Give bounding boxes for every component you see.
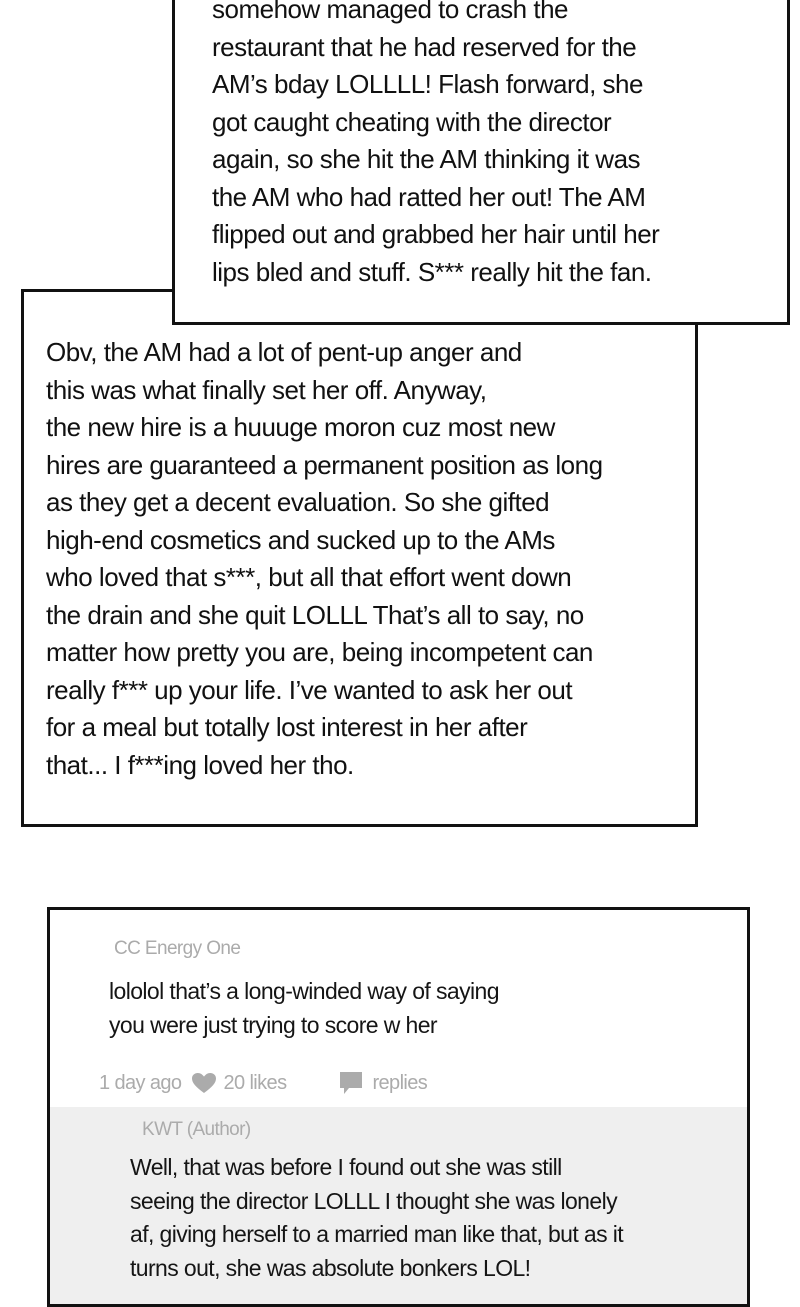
text-line: that... I f***ing loved her tho.	[46, 749, 354, 780]
speech-bubble-icon	[338, 1070, 364, 1096]
text-line: this was what finally set her off. Anyway,	[46, 374, 487, 405]
narration-panel-1	[172, 0, 790, 325]
author-reply	[50, 1107, 747, 1307]
text-line: who loved that s***, but all that effort went down	[46, 562, 572, 592]
comment-author[interactable]: CC Energy One	[114, 938, 241, 959]
replies-label: replies	[372, 1071, 428, 1094]
like-count: 20 likes	[223, 1071, 287, 1094]
text-line: you were just trying to score w her	[109, 1011, 437, 1038]
text-line: the new hire is a huuuge moron cuz most new	[46, 412, 555, 442]
text-line: as they get a decent evaluation. So she gifted	[46, 487, 550, 517]
text-line: again, so she hit the AM thinking it was	[212, 144, 641, 174]
text-line: flipped out and grabbed her hair until her	[212, 219, 660, 249]
text-line: somehow managed to crash the	[212, 0, 568, 24]
panel-2-text	[46, 334, 603, 784]
like-button[interactable]	[181, 1072, 286, 1095]
replies-button[interactable]	[286, 1070, 427, 1096]
text-line: AM’s bday LOLLLL! Flash forward, she	[212, 69, 643, 99]
comment-body	[109, 975, 499, 1042]
text-line: really f*** up your life. I’ve wanted to ask her out	[46, 674, 573, 705]
reply-author[interactable]: KWT (Author)	[142, 1119, 251, 1140]
text-line: Obv, the AM had a lot of pent-up anger and	[46, 337, 522, 367]
text-line: restaurant that he had reserved for the	[212, 31, 637, 62]
text-line: high-end cosmetics and sucked up to the AMs	[46, 524, 555, 555]
text-line: af, giving herself to a married man like that, but as it	[130, 1221, 624, 1247]
comment-meta	[99, 1070, 427, 1096]
comment-thread	[47, 907, 750, 1307]
reply-body	[130, 1151, 623, 1285]
panel-1-text	[212, 0, 659, 291]
text-line: lololol that’s a long-winded way of saying	[109, 978, 499, 1004]
text-line: turns out, she was absolute bonkers LOL!	[130, 1254, 531, 1281]
text-line: Well, that was before I found out she was still	[130, 1154, 562, 1180]
text-line: hires are guaranteed a permanent position as long	[46, 449, 603, 480]
text-line: for a meal but totally lost interest in her after	[46, 712, 528, 742]
comment-timestamp: 1 day ago	[99, 1071, 182, 1094]
text-line: seeing the director LOLLL I thought she was lonely	[130, 1187, 617, 1214]
text-line: lips bled and stuff. S*** really hit the fan.	[212, 256, 652, 287]
text-line: got caught cheating with the director	[212, 106, 612, 137]
text-line: matter how pretty you are, being incompetent can	[46, 637, 593, 667]
narration-panel-2	[21, 289, 698, 827]
text-line: the AM who had ratted her out! The AM	[212, 181, 646, 212]
text-line: the drain and she quit LOLLL That’s all to say, no	[46, 599, 584, 630]
heart-icon	[191, 1072, 217, 1094]
